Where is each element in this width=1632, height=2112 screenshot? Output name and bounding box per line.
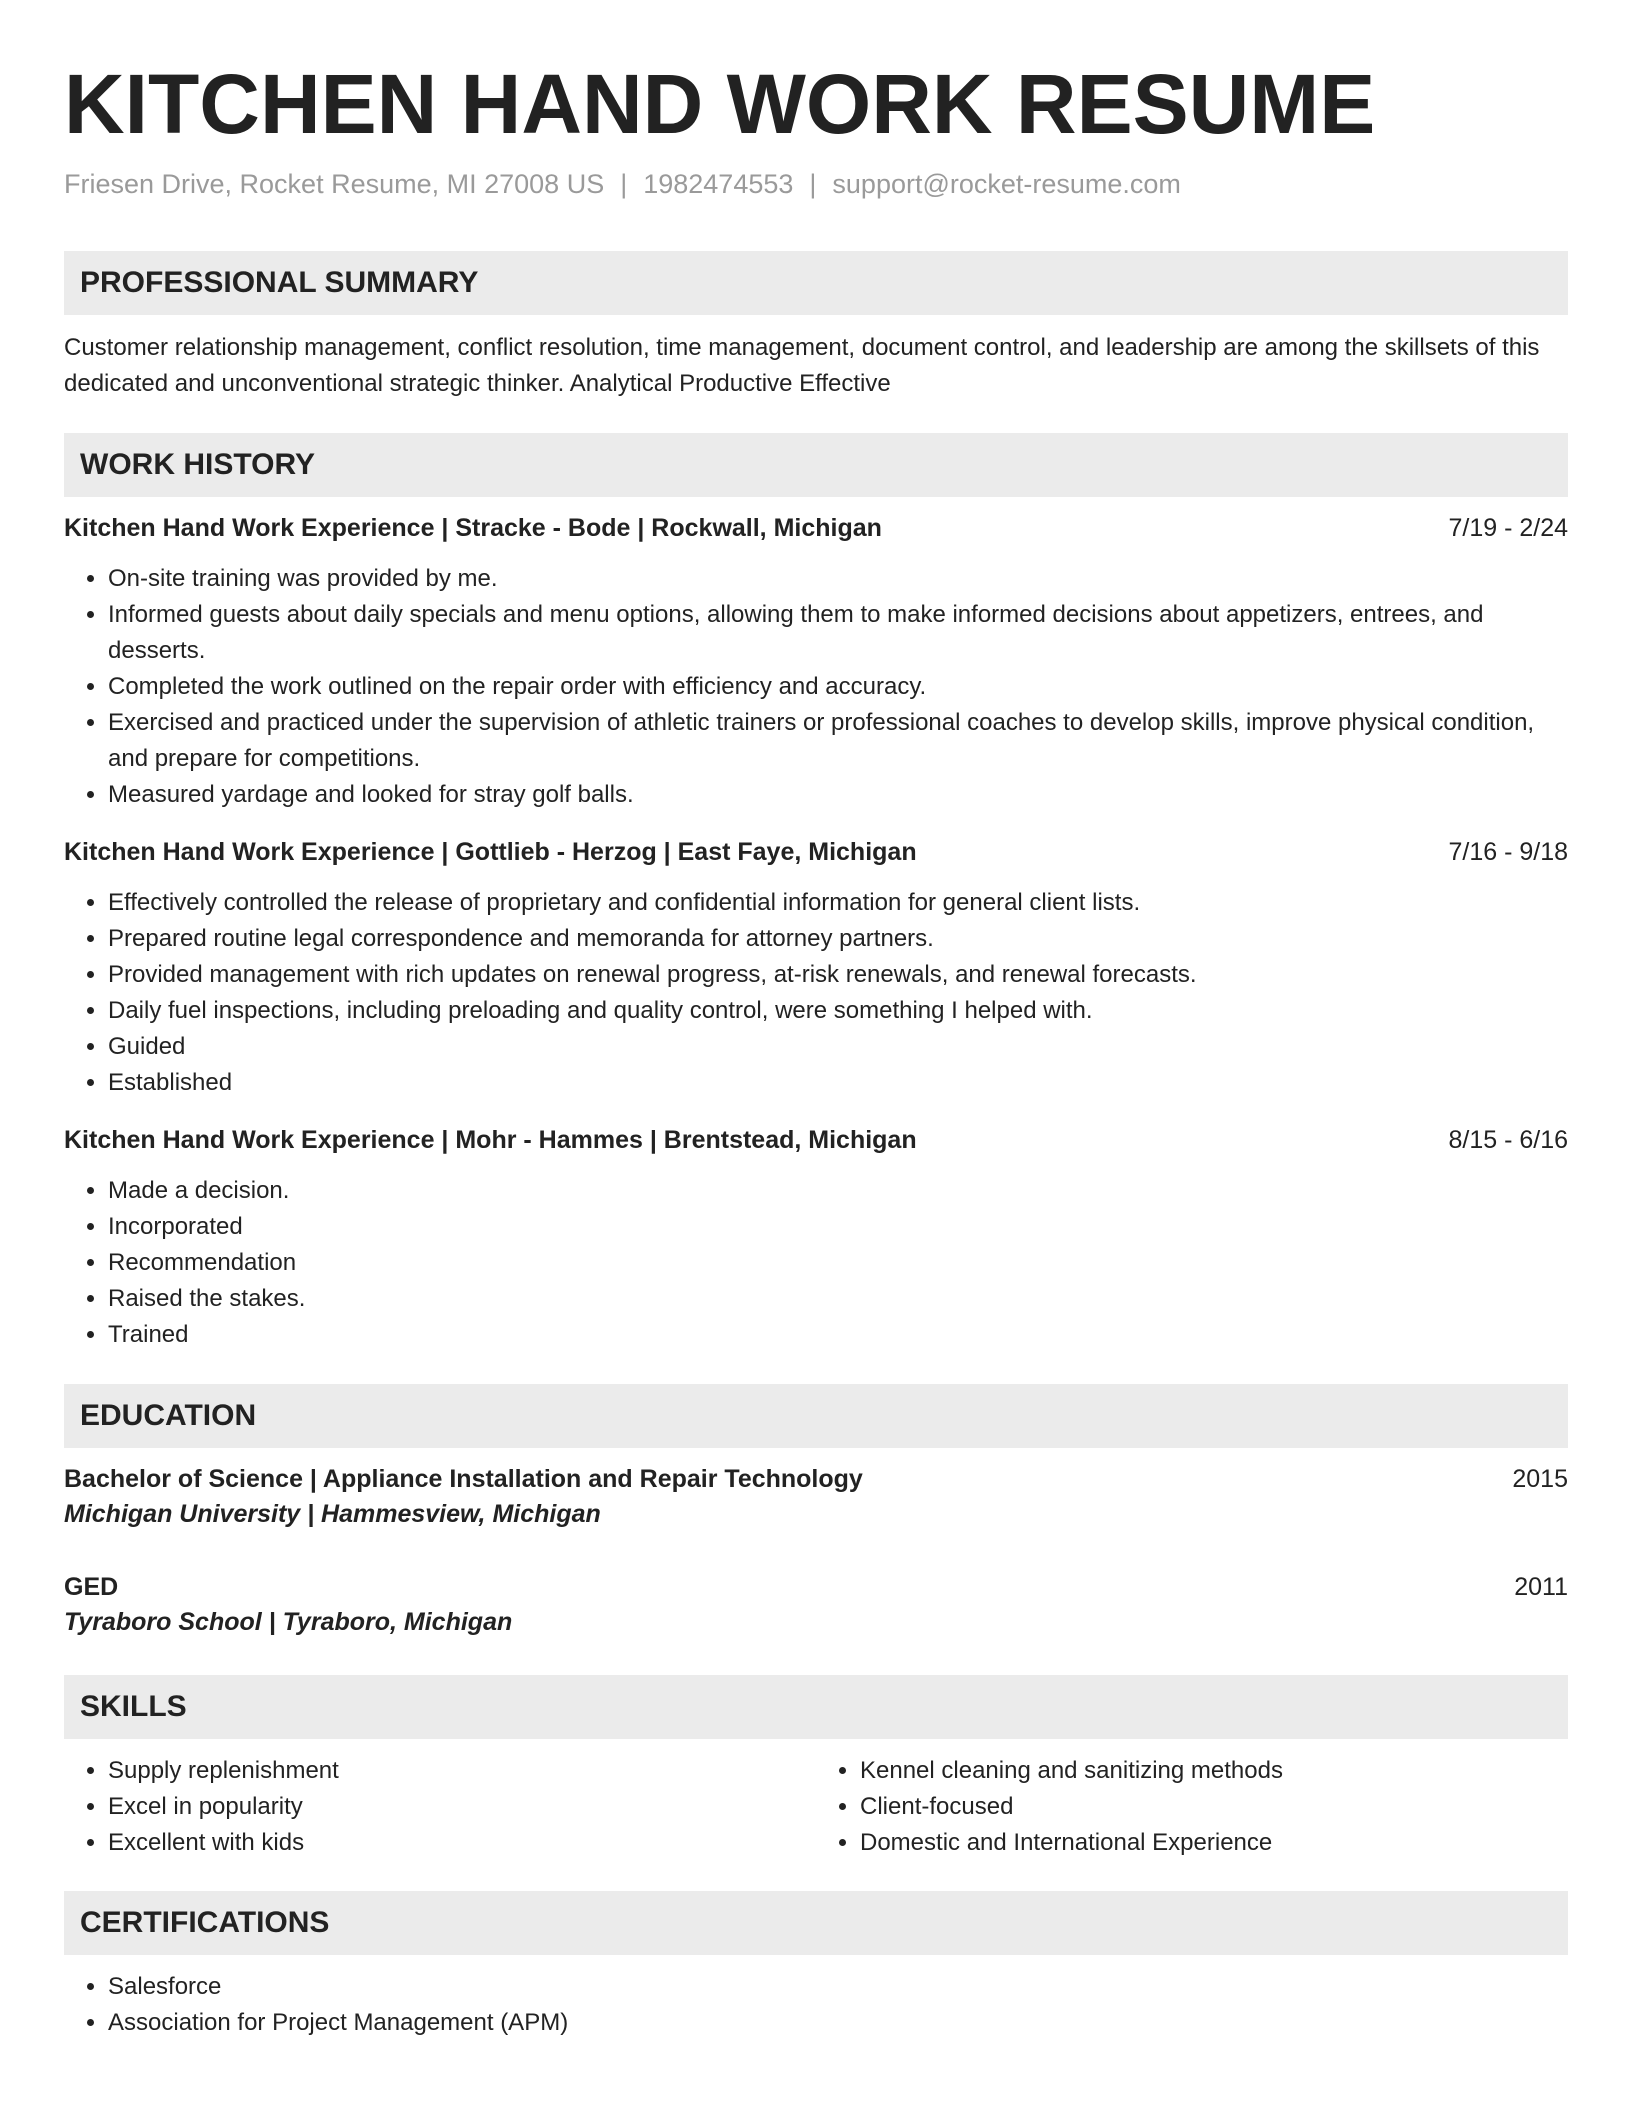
education-header (64, 1462, 1568, 1496)
education-school: Tyraboro School | Tyraboro, Michigan (64, 1608, 513, 1636)
contact-separator: | (620, 169, 628, 199)
job-bullet: • Completed the work outlined on the repair order with efficiency and accuracy. (108, 669, 1568, 705)
job-bullet: • Recommendation (108, 1245, 1568, 1281)
skill-item: • Client-focused (860, 1789, 1568, 1825)
job-entry (64, 511, 1568, 813)
job-bullet: • Measured yardage and looked for stray golf balls. (108, 777, 1568, 813)
job-bullet: • Trained (108, 1317, 1568, 1353)
job-bullets (64, 885, 1568, 1101)
skill-item: • Kennel cleaning and sanitizing methods (860, 1753, 1568, 1789)
job-bullet: • Provided management with rich updates on renewal progress, at-risk renewals, and renewal forecasts. (108, 957, 1568, 993)
job-bullet: • Guided (108, 1029, 1568, 1065)
job-title: Kitchen Hand Work Experience | Gottlieb - Herzog | East Faye, Michigan (64, 838, 917, 866)
education-school: Michigan University | Hammesview, Michigan (64, 1500, 601, 1528)
certification-item: • Association for Project Management (APM) (108, 2005, 1568, 2041)
contact-line (64, 168, 1568, 200)
education-year: 2011 (1514, 1573, 1568, 1601)
education-degree: GED (64, 1573, 119, 1601)
job-header (64, 835, 1568, 869)
job-dates: 7/16 - 9/18 (1448, 838, 1568, 866)
resume-page (64, 0, 1568, 2041)
job-header (64, 511, 1568, 545)
certification-item: • Salesforce (108, 1969, 1568, 2005)
job-entry (64, 835, 1568, 1101)
education-entry (64, 1462, 1568, 1532)
work-history-heading: WORK HISTORY (64, 433, 1568, 497)
job-entry (64, 1123, 1568, 1353)
skill-item: • Domestic and International Experience (860, 1825, 1568, 1861)
job-bullet: • Effectively controlled the release of proprietary and confidential information for general client lists. (108, 885, 1568, 921)
education-header (64, 1570, 1568, 1604)
skills-list (64, 1753, 1568, 1861)
education-degree: Bachelor of Science | Appliance Installation and Repair Technology (64, 1465, 863, 1493)
contact-separator: | (809, 169, 817, 199)
skill-item: • Excel in popularity (108, 1789, 816, 1825)
job-bullet: • Exercised and practiced under the supervision of athletic trainers or professional coaches to develop skills, improve physical condition, and prepare for competitions. (108, 705, 1568, 777)
skill-item: • Supply replenishment (108, 1753, 816, 1789)
contact-email: support@rocket-resume.com (832, 169, 1181, 199)
summary-text: Customer relationship management, conflict resolution, time management, document control, and leadership are among the skillsets of this dedicated and unconventional strategic thinker. Analytical Productive Effective (64, 334, 1540, 397)
job-bullets (64, 561, 1568, 813)
summary-heading: PROFESSIONAL SUMMARY (64, 251, 1568, 315)
job-bullet: • Prepared routine legal correspondence and memoranda for attorney partners. (108, 921, 1568, 957)
job-bullets (64, 1173, 1568, 1353)
certifications-heading: CERTIFICATIONS (64, 1891, 1568, 1955)
job-dates: 7/19 - 2/24 (1448, 514, 1568, 542)
job-bullet: • On-site training was provided by me. (108, 561, 1568, 597)
education-year: 2015 (1512, 1465, 1568, 1493)
job-dates: 8/15 - 6/16 (1448, 1126, 1568, 1154)
job-title: Kitchen Hand Work Experience | Stracke - Bode | Rockwall, Michigan (64, 514, 882, 542)
job-bullet: • Daily fuel inspections, including preloading and quality control, were something I helped with. (108, 993, 1568, 1029)
skills-column-left (64, 1753, 816, 1861)
skills-heading: SKILLS (64, 1675, 1568, 1739)
contact-address: Friesen Drive, Rocket Resume, MI 27008 US (64, 169, 605, 199)
job-bullet: • Informed guests about daily specials and menu options, allowing them to make informed decisions about appetizers, entrees, and desserts. (108, 597, 1568, 669)
education-entry (64, 1570, 1568, 1640)
skill-item: • Excellent with kids (108, 1825, 816, 1861)
resume-title: KITCHEN HAND WORK RESUME (64, 57, 1376, 151)
education-heading: EDUCATION (64, 1384, 1568, 1448)
job-title: Kitchen Hand Work Experience | Mohr - Hammes | Brentstead, Michigan (64, 1126, 917, 1154)
job-header (64, 1123, 1568, 1157)
job-bullet: • Incorporated (108, 1209, 1568, 1245)
job-bullet: • Made a decision. (108, 1173, 1568, 1209)
job-bullet: • Raised the stakes. (108, 1281, 1568, 1317)
job-bullet: • Established (108, 1065, 1568, 1101)
certifications-list (64, 1969, 1568, 2041)
skills-column-right (816, 1753, 1568, 1861)
contact-phone: 1982474553 (643, 169, 794, 199)
